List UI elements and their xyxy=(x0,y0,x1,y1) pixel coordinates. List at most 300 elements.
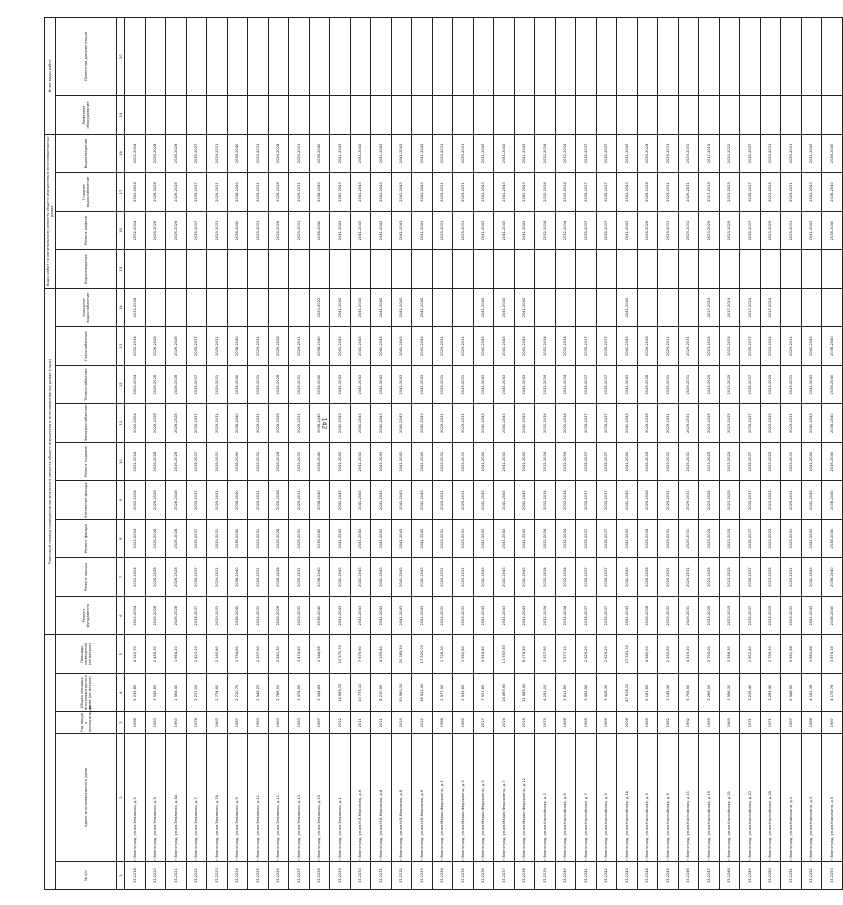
period-cell xyxy=(514,18,535,96)
period-cell: 2038-2040 xyxy=(309,173,330,212)
period-cell: 2029-2031 xyxy=(248,404,269,443)
total-area-cell: 10 775,10 xyxy=(350,673,371,712)
period-cell: 2041-2043 xyxy=(391,173,412,212)
period-cell: 2035-2037 xyxy=(596,442,617,481)
year-cell: 1960 xyxy=(453,712,474,733)
year-cell: 1996 xyxy=(125,712,146,733)
column-number: 4 xyxy=(117,673,125,712)
period-cell: 2038-2040 xyxy=(309,596,330,635)
period-cell: 2035-2037 xyxy=(186,327,207,366)
period-cell: 2041-2043 xyxy=(371,211,392,250)
premises-area-cell: 4 339,40 xyxy=(371,635,392,674)
row-number: 33.2227 xyxy=(289,862,310,890)
period-cell xyxy=(719,96,740,135)
table-row xyxy=(535,18,556,890)
period-cell: 2026-2028 xyxy=(145,211,166,250)
period-cell: 2041-2043 xyxy=(473,404,494,443)
period-cell: 2041-2043 xyxy=(617,327,638,366)
period-cell xyxy=(555,250,576,289)
period-cell: 2035-2037 xyxy=(596,134,617,173)
period-cell: 2035-2037 xyxy=(596,211,617,250)
column-number: 16 xyxy=(117,211,125,250)
period-cell: 2035-2037 xyxy=(576,134,597,173)
period-cell xyxy=(514,96,535,135)
table-row xyxy=(719,18,740,890)
period-cell: 2041-2043 xyxy=(371,519,392,558)
period-cell xyxy=(371,250,392,289)
column-header: Водоотведение xyxy=(56,134,117,173)
period-cell xyxy=(678,18,699,96)
year-cell: 2011 xyxy=(371,712,392,733)
row-number: 33.2234 xyxy=(432,862,453,890)
period-cell: 2026-2028 xyxy=(145,365,166,404)
year-cell: 2012 xyxy=(330,712,351,733)
period-cell: 2017-2019 xyxy=(760,288,781,327)
address-cell: г.Волгоград, ул.им.Марии Федоровны, д.1 xyxy=(432,733,453,861)
row-number: 33.2228 xyxy=(309,862,330,890)
period-cell: 2026-2028 xyxy=(637,404,658,443)
period-cell: 2041-2043 xyxy=(350,404,371,443)
address-cell: г.Волгоград, ул.им.Каспийская, д.25 xyxy=(760,733,781,861)
period-cell xyxy=(391,250,412,289)
row-number: 33.2218 xyxy=(125,862,146,890)
year-cell: 2008 xyxy=(617,712,638,733)
period-cell: 2029-2031 xyxy=(678,211,699,250)
period-cell: 2035-2037 xyxy=(576,327,597,366)
period-cell xyxy=(207,288,228,327)
period-cell: 2041-2043 xyxy=(617,596,638,635)
table-row xyxy=(227,18,248,890)
table-row xyxy=(186,18,207,890)
period-cell: 2041-2043 xyxy=(412,404,433,443)
year-cell: 2015 xyxy=(514,712,535,733)
year-cell: 1971 xyxy=(760,712,781,733)
period-cell xyxy=(227,96,248,135)
period-cell: 2029-2031 xyxy=(760,134,781,173)
period-cell: 2035-2037 xyxy=(740,365,761,404)
total-area-cell: 4 251,00 xyxy=(535,673,556,712)
row-number: 33.2237 xyxy=(494,862,515,890)
premises-area-cell: 2 799,10 xyxy=(760,635,781,674)
period-cell: 2026-2028 xyxy=(166,404,187,443)
year-cell: 2010 xyxy=(391,712,412,733)
period-cell: 2029-2031 xyxy=(289,558,310,597)
address-cell: г.Волгоград, ул.им.Каспийская, д.9 xyxy=(596,733,617,861)
period-cell: 2035-2037 xyxy=(186,519,207,558)
period-cell: 2041-2043 xyxy=(514,288,535,327)
period-cell xyxy=(535,96,556,135)
period-cell: 2041-2043 xyxy=(391,134,412,173)
period-cell: 2041-2043 xyxy=(473,327,494,366)
period-cell: 2041-2043 xyxy=(371,288,392,327)
period-cell: 2029-2031 xyxy=(289,404,310,443)
period-cell: 2041-2043 xyxy=(494,596,515,635)
period-cell: 2041-2043 xyxy=(494,519,515,558)
period-cell: 2023-2025 xyxy=(719,442,740,481)
period-cell xyxy=(699,96,720,135)
period-cell: 2029-2031 xyxy=(248,558,269,597)
period-cell: 2041-2043 xyxy=(473,288,494,327)
period-cell: 2029-2031 xyxy=(432,134,453,173)
period-cell: 2026-2028 xyxy=(166,558,187,597)
period-cell: 2041-2043 xyxy=(371,596,392,635)
total-area-cell: 2 210,70 xyxy=(227,673,248,712)
period-cell: 2029-2031 xyxy=(432,596,453,635)
period-cell: 2041-2043 xyxy=(494,211,515,250)
column-header: Электроснабжение xyxy=(56,404,117,443)
period-cell: 2029-2031 xyxy=(432,519,453,558)
period-cell: 2032-2034 xyxy=(555,211,576,250)
rotated-register-table xyxy=(44,17,834,890)
period-cell: 2023-2025 xyxy=(719,211,740,250)
table-row xyxy=(678,18,699,890)
period-cell: 2038-2040 xyxy=(309,365,330,404)
period-cell: 2041-2043 xyxy=(514,327,535,366)
column-number: 19 xyxy=(117,96,125,135)
column-header: Лифтовое оборудование xyxy=(56,96,117,135)
period-cell xyxy=(576,250,597,289)
table-row xyxy=(596,18,617,890)
period-cell: 2029-2031 xyxy=(678,365,699,404)
header-works-planned: Виды работ по капитальному ремонту общего имущества в многоквартирных домах xyxy=(45,134,56,288)
period-cell xyxy=(207,96,228,135)
period-cell: 2041-2043 xyxy=(330,596,351,635)
period-cell xyxy=(617,18,638,96)
period-cell xyxy=(289,250,310,289)
period-cell xyxy=(740,250,761,289)
period-cell: 2023-2025 xyxy=(699,519,720,558)
period-cell xyxy=(781,288,802,327)
period-cell xyxy=(330,18,351,96)
column-header: Ремонт фундамента xyxy=(56,596,117,635)
column-number: 20 xyxy=(117,18,125,96)
period-cell: 2035-2037 xyxy=(576,481,597,520)
address-cell: г.Волгоград, ул.им.Каспийская, д.19 xyxy=(699,733,720,861)
period-cell: 2029-2031 xyxy=(658,211,679,250)
period-cell: 2026-2028 xyxy=(145,173,166,212)
column-header: Адрес многоквартирного дома xyxy=(56,733,117,861)
period-cell: 2029-2031 xyxy=(432,211,453,250)
period-cell: 2029-2031 xyxy=(781,134,802,173)
year-cell: 1987 xyxy=(227,712,248,733)
address-cell: г.Волгоград, ул.им.Н.В.Морозова, д.8 xyxy=(391,733,412,861)
period-cell xyxy=(740,96,761,135)
year-cell: 1969 xyxy=(719,712,740,733)
period-cell xyxy=(678,96,699,135)
column-number: 10 xyxy=(117,442,125,481)
period-cell: 2032-2034 xyxy=(535,365,556,404)
address-cell: г.Волгоград, ул.им.Землячки, д.9 xyxy=(227,733,248,861)
period-cell: 2035-2037 xyxy=(186,365,207,404)
period-cell: 2041-2043 xyxy=(330,519,351,558)
period-cell: 2041-2043 xyxy=(412,558,433,597)
address-cell: г.Волгоград, ул.им.Калинина, д.5 xyxy=(822,733,843,861)
period-cell: 2041-2043 xyxy=(350,173,371,212)
premises-area-cell: 2 337,60 xyxy=(248,635,269,674)
period-cell: 2041-2043 xyxy=(350,134,371,173)
period-cell: 2038-2040 xyxy=(309,134,330,173)
period-cell: 2035-2037 xyxy=(576,173,597,212)
period-cell: 2026-2028 xyxy=(166,327,187,366)
period-cell: 2038-2040 xyxy=(822,365,843,404)
period-cell: 2023-2025 xyxy=(719,327,740,366)
period-cell xyxy=(740,18,761,96)
period-cell: 2029-2031 xyxy=(248,134,269,173)
period-cell: 2023-2029 xyxy=(760,211,781,250)
period-cell: 2029-2031 xyxy=(678,134,699,173)
period-cell: 2002-2004 xyxy=(125,558,146,597)
period-cell: 2032-2034 xyxy=(555,558,576,597)
year-cell: 1968 xyxy=(801,712,822,733)
period-cell: 2002-2004 xyxy=(125,211,146,250)
column-number: 6 xyxy=(117,596,125,635)
period-cell xyxy=(145,250,166,289)
period-cell: 2032-2034 xyxy=(555,481,576,520)
period-cell: 2041-2043 xyxy=(617,558,638,597)
period-cell xyxy=(576,288,597,327)
total-area-cell: 4 181,36 xyxy=(801,673,822,712)
period-cell: 2041-2043 xyxy=(412,365,433,404)
address-cell: г.Волгоград, ул.им.Каспийская, д.23 xyxy=(740,733,761,861)
table-row xyxy=(740,18,761,890)
period-cell xyxy=(268,96,289,135)
period-cell: 2035-2037 xyxy=(596,327,617,366)
period-cell xyxy=(637,288,658,327)
period-cell xyxy=(535,288,556,327)
column-header: Ремонт фасада xyxy=(56,519,117,558)
period-cell: 2032-2034 xyxy=(555,173,576,212)
period-cell xyxy=(781,250,802,289)
period-cell xyxy=(596,96,617,135)
period-cell xyxy=(822,18,843,96)
address-cell: г.Волгоград, ул.им.Калинина, д.1 xyxy=(781,733,802,861)
period-cell xyxy=(555,288,576,327)
period-cell: 2041-2043 xyxy=(330,288,351,327)
period-cell: 2029-2031 xyxy=(248,596,269,635)
period-cell xyxy=(186,250,207,289)
period-cell: 2038-2040 xyxy=(227,365,248,404)
period-cell: 2026-2028 xyxy=(637,519,658,558)
column-number: 9 xyxy=(117,481,125,520)
period-cell: 2029-2031 xyxy=(248,442,269,481)
period-cell: 2035-2037 xyxy=(186,596,207,635)
period-cell xyxy=(350,96,371,135)
column-number: 18 xyxy=(117,134,125,173)
premises-area-cell: 2 629,20 xyxy=(576,635,597,674)
period-cell xyxy=(289,96,310,135)
period-cell: 2032-2034 xyxy=(555,134,576,173)
period-cell: 2026-2028 xyxy=(145,134,166,173)
period-cell: 2029-2031 xyxy=(289,365,310,404)
row-number: 33.2250 xyxy=(760,862,781,890)
table-row xyxy=(555,18,576,890)
period-cell: 2041-2043 xyxy=(330,442,351,481)
period-cell: 2002-2004 xyxy=(125,134,146,173)
period-cell: 2035-2037 xyxy=(740,211,761,250)
period-cell: 2041-2043 xyxy=(350,442,371,481)
period-cell xyxy=(637,250,658,289)
period-cell: 2035-2037 xyxy=(186,481,207,520)
period-cell: 2041-2043 xyxy=(330,365,351,404)
period-cell: 2026-2028 xyxy=(637,558,658,597)
header-blank xyxy=(45,635,56,890)
period-cell xyxy=(125,96,146,135)
period-cell xyxy=(658,250,679,289)
address-cell: г.Волгоград, ул.им.Землячки, д.1 xyxy=(330,733,351,861)
address-cell: г.Волгоград, ул.им.Каспийская, д.21 xyxy=(719,733,740,861)
address-cell: г.Волгоград, ул.им.Н.В.Морозова, д.6 xyxy=(350,733,371,861)
period-cell: 2023-2025 xyxy=(760,365,781,404)
period-cell: 2026-2028 xyxy=(145,481,166,520)
period-cell: 2026-2028 xyxy=(166,481,187,520)
total-area-cell: 4 175,76 xyxy=(822,673,843,712)
total-area-cell: 3 145,30 xyxy=(658,673,679,712)
row-number: 33.2233 xyxy=(412,862,433,890)
period-cell: 2041-2043 xyxy=(494,442,515,481)
period-cell xyxy=(555,96,576,135)
period-cell xyxy=(801,18,822,96)
period-cell: 2026-2028 xyxy=(166,596,187,635)
column-numbers xyxy=(117,18,125,890)
period-cell: 2041-2043 xyxy=(330,327,351,366)
period-cell: 2026-2028 xyxy=(637,173,658,212)
period-cell: 2041-2043 xyxy=(350,558,371,597)
period-cell: 2041-2043 xyxy=(473,365,494,404)
total-area-cell: 30 580,10 xyxy=(391,673,412,712)
period-cell: 2038-2040 xyxy=(822,211,843,250)
period-cell xyxy=(227,18,248,96)
premises-area-cell: 8 074,50 xyxy=(514,635,535,674)
year-cell: 1962 xyxy=(678,712,699,733)
period-cell: 2023-2025 xyxy=(699,596,720,635)
premises-area-cell: 3 927,90 xyxy=(535,635,556,674)
period-cell: 2023-2025 xyxy=(719,481,740,520)
period-cell: 2032-2034 xyxy=(555,404,576,443)
period-cell: 2029-2031 xyxy=(207,327,228,366)
period-cell: 2029-2031 xyxy=(289,596,310,635)
period-cell: 2026-2028 xyxy=(268,211,289,250)
premises-area-cell: 3 556,30 xyxy=(719,635,740,674)
column-header: Проектная документация xyxy=(56,18,117,96)
period-cell xyxy=(658,96,679,135)
total-area-cell: 3 545,80 xyxy=(145,673,166,712)
year-cell: 2012 xyxy=(412,712,433,733)
premises-area-cell: 2 423,10 xyxy=(186,635,207,674)
total-area-cell: 11 885,40 xyxy=(514,673,535,712)
period-cell: 2041-2043 xyxy=(494,365,515,404)
address-cell: г.Волгоград, ул.им.Каспийская, д.9 xyxy=(658,733,679,861)
period-cell: 2035-2037 xyxy=(186,442,207,481)
period-cell xyxy=(227,288,248,327)
period-cell: 2041-2043 xyxy=(514,519,535,558)
period-cell: 2029-2031 xyxy=(678,558,699,597)
period-cell: 2041-2043 xyxy=(412,442,433,481)
period-cell: 2041-2043 xyxy=(494,404,515,443)
total-area-cell: 8 210,90 xyxy=(371,673,392,712)
period-cell xyxy=(760,18,781,96)
period-cell: 2041-2043 xyxy=(350,481,371,520)
period-cell: 2017-2019 xyxy=(699,288,720,327)
address-cell: г.Волгоград, ул.им.Землячки, д.11 xyxy=(268,733,289,861)
address-cell: г.Волгоград, ул.им.Каспийская, д.5 xyxy=(555,733,576,861)
period-cell: 2041-2043 xyxy=(514,211,535,250)
period-cell: 2002-2004 xyxy=(125,519,146,558)
column-number: 5 xyxy=(117,635,125,674)
period-cell: 2026-2028 xyxy=(268,404,289,443)
row-number: 33.2247 xyxy=(699,862,720,890)
period-cell xyxy=(637,18,658,96)
premises-area-cell: 4 519,20 xyxy=(678,635,699,674)
period-cell xyxy=(391,18,412,96)
total-area-cell: 3 556,30 xyxy=(719,673,740,712)
year-cell: 2011 xyxy=(350,712,371,733)
period-cell: 2041-2043 xyxy=(494,288,515,327)
period-cell: 2023-2025 xyxy=(760,519,781,558)
period-cell: 2038-2040 xyxy=(822,558,843,597)
period-cell: 2035-2037 xyxy=(186,404,207,443)
period-cell xyxy=(289,288,310,327)
period-cell: 2038-2040 xyxy=(822,404,843,443)
row-number: 33.2242 xyxy=(596,862,617,890)
column-number: 8 xyxy=(117,519,125,558)
period-cell: 2017-2019 xyxy=(740,288,761,327)
total-area-cell: 2 577,50 xyxy=(432,673,453,712)
period-cell: 2029-2031 xyxy=(207,596,228,635)
period-cell: 2029-2031 xyxy=(453,442,474,481)
column-number: 15 xyxy=(117,250,125,289)
period-cell: 2041-2043 xyxy=(473,519,494,558)
period-cell xyxy=(658,18,679,96)
period-cell: 2029-2031 xyxy=(658,365,679,404)
period-cell xyxy=(678,250,699,289)
period-cell xyxy=(432,288,453,327)
period-cell: 2023-2025 xyxy=(760,481,781,520)
year-cell: 1967 xyxy=(822,712,843,733)
period-cell: 2029-2031 xyxy=(658,558,679,597)
period-cell: 2041-2043 xyxy=(514,173,535,212)
period-cell: 2041-2043 xyxy=(494,327,515,366)
period-cell: 2041-2043 xyxy=(350,327,371,366)
period-cell xyxy=(801,250,822,289)
period-cell xyxy=(186,288,207,327)
total-area-cell: 3 281,40 xyxy=(760,673,781,712)
period-cell: 2029-2031 xyxy=(432,327,453,366)
column-number: 2 xyxy=(117,733,125,861)
period-cell xyxy=(453,288,474,327)
period-cell xyxy=(166,250,187,289)
period-cell: 2023-2025 xyxy=(760,327,781,366)
period-cell: 2035-2037 xyxy=(596,173,617,212)
period-cell: 2029-2031 xyxy=(207,442,228,481)
period-cell: 2038-2040 xyxy=(822,481,843,520)
period-cell: 2035-2037 xyxy=(740,442,761,481)
row-number: 33.2230 xyxy=(350,862,371,890)
period-cell: 2041-2043 xyxy=(801,442,822,481)
period-cell: 2026-2028 xyxy=(268,327,289,366)
column-header: Ремонт подвала xyxy=(56,442,117,481)
column-header: Общая площадь многоквартирного дома (кв.метров) xyxy=(56,673,117,712)
period-cell: 2032-2034 xyxy=(555,519,576,558)
address-cell: г.Волгоград, ул.им.Землячки, д.5 xyxy=(145,733,166,861)
total-area-cell: 7 931,60 xyxy=(473,673,494,712)
period-cell: 2041-2043 xyxy=(617,134,638,173)
row-number: 33.2236 xyxy=(473,862,494,890)
column-number: 7 xyxy=(117,558,125,597)
period-cell: 2041-2043 xyxy=(412,211,433,250)
period-cell xyxy=(350,18,371,96)
premises-area-cell: 1 794,80 xyxy=(227,635,248,674)
period-cell xyxy=(391,96,412,135)
